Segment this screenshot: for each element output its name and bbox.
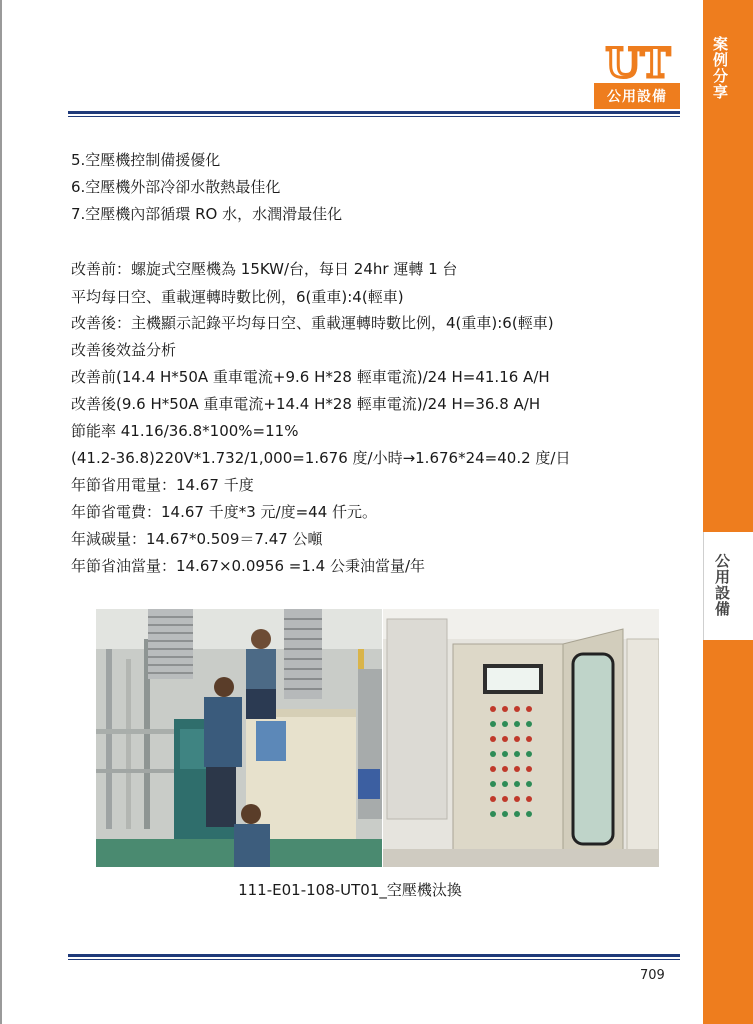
text-line: (41.2-36.8)220V*1.732/1,000=1.676 度/小時→1.676*24=40.2 度/日 — [71, 449, 571, 467]
page-edge — [0, 0, 2, 1024]
header-tag: 公用設備 — [594, 83, 680, 109]
text-line: 年節省電費：14.67 千度*3 元/度=44 仟元。 — [71, 503, 377, 521]
control-panel-photo — [383, 609, 659, 867]
page-number: 709 — [640, 968, 665, 983]
footer-rule — [68, 954, 680, 957]
text-line: 節能率 41.16/36.8*100%=11% — [71, 422, 299, 440]
text-line: 改善後效益分析 — [71, 341, 177, 359]
ut-logo-text: UT — [605, 44, 671, 82]
text-line: 年節省油當量：14.67×0.0956 =1.4 公秉油當量/年 — [71, 557, 426, 575]
compressor-photo — [96, 609, 382, 867]
text-line: 年節省用電量：14.67 千度 — [71, 476, 254, 494]
header-rule — [68, 111, 680, 114]
ut-logo — [592, 44, 684, 82]
text-line: 改善前(14.4 H*50A 重車電流+9.6 H*28 輕車電流)/24 H=41.16 A/H — [71, 368, 550, 386]
text-line: 改善前：螺旋式空壓機為 15KW/台，每日 24hr 運轉 1 台 — [71, 260, 458, 278]
side-tab — [703, 0, 753, 1024]
photo-caption: 111-E01-108-UT01_空壓機汰換 — [238, 881, 462, 899]
text-line: 7.空壓機內部循環 RO 水，水潤滑最佳化 — [71, 205, 343, 223]
footer-rule-thin — [68, 959, 680, 960]
text-line: 5.空壓機控制備援優化 — [71, 151, 221, 169]
side-tab-section-label: 公用設備 — [713, 553, 731, 617]
header-rule-thin — [68, 116, 680, 117]
side-tab-top-label: 案例分享 — [711, 36, 729, 100]
text-line: 6.空壓機外部冷卻水散熱最佳化 — [71, 178, 281, 196]
text-line: 改善後：主機顯示記錄平均每日空、重載運轉時數比例，4(重車):6(輕車) — [71, 314, 554, 332]
text-line: 改善後(9.6 H*50A 重車電流+14.4 H*28 輕車電流)/24 H=36.8 A/H — [71, 395, 541, 413]
text-line: 平均每日空、重載運轉時數比例，6(重車):4(輕車) — [71, 288, 404, 306]
text-line: 年減碳量：14.67*0.509＝7.47 公噸 — [71, 530, 323, 548]
